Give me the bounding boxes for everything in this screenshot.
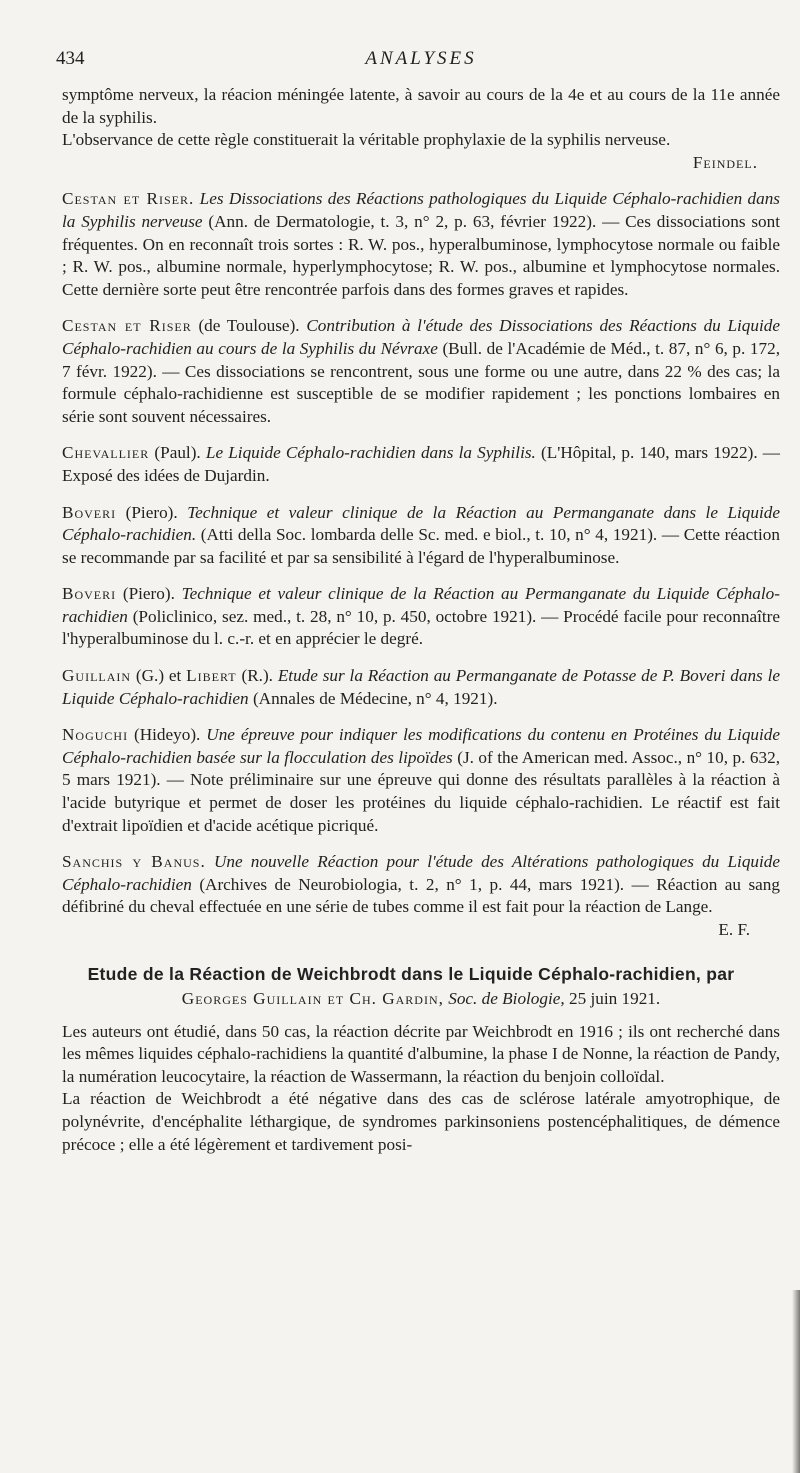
entry-body: (L'Hôpital, p. 140, mars 1922). — Exposé des idées de Dujardin. — [62, 443, 780, 485]
byline-source: Soc. de Biologie, — [448, 988, 565, 1008]
entry-body: (Archives de Neurobiologia, t. 2, n° 1, p. 44, mars 1921). — Réaction au sang défibriné du cheval effectuée en une série de tubes comme il est fait pour la réaction de Lange. — [62, 874, 780, 917]
abstract-entry — [62, 502, 780, 570]
entry-title: Une nouvelle Réaction pour l'étude des Altérations pathologiques du Liquide Céphalo-rachidien — [62, 852, 781, 894]
entry-author-note: (Paul). — [149, 443, 206, 463]
entry-authors: Chevallier — [62, 443, 150, 463]
section-paragraph-2: La réaction de Weichbrodt a été négative dans des cas de sclérose latérale amyotrophique, de polynévrite, d'encéphalite léthargique, de syndromes parkinsoniens postencéphalitiques, de démence précoce ; elle a été légèrement et tardivement posi- — [62, 1089, 780, 1154]
entry-title: Une épreuve pour indiquer les modifications du contenu en Protéines du Liquide Céphalo-rachidien basée sur la flocculation des lipoïdes — [62, 725, 780, 767]
entry-authors: Sanchis y Banus. — [62, 852, 206, 872]
section-title: Etude de la Réaction de Weichbrodt dans le Liquide Céphalo-rachidien, par — [87, 963, 735, 984]
entry-body: (J. of the American med. Assoc., n° 10, p. 632, 5 mars 1921). — Note préliminaire sur une épreuve qui donne des résultats parallèles à la réaction à l'acide butyrique et permet de doser les protéines du liquide céphalo-rachidien. Le réactif est fait d'extrait lipoïdien et d'acide acétique picriqué. — [62, 747, 780, 835]
abstract-entry — [62, 851, 780, 919]
running-title: ANALYSES — [365, 48, 477, 69]
entry-body: (Policlinico, sez. med., t. 28, n° 10, p. 450, octobre 1921). — Procédé facile pour reconnaître l'hyperalbuminose du l. c.-r. et en apprécier le degré. — [62, 606, 780, 649]
entry-author-note: (de Toulouse). — [191, 316, 307, 336]
entry-title: Les Dissociations des Réactions pathologiques du Liquide Céphalo-rachidien dans la Syphilis nerveuse — [62, 189, 780, 231]
section-paragraph-1: Les auteurs ont étudié, dans 50 cas, la réaction décrite par Weichbrodt en 1916 ; ils ont recherché dans les mêmes liquides céphalo-rachidiens la quantité d'albumine, la phase I de Nonne, la réaction de Pandy, la numération leucocytaire, la réaction de Wassermann, la réaction du benjoin colloïdal. — [62, 1021, 780, 1086]
continued-paragraph: symptôme nerveux, la réacion méningée latente, à savoir au cours de la 4e et au cours de la 11e année de la syphilis. — [62, 85, 780, 127]
entry-author-note: (Hideyo). — [128, 725, 207, 745]
entry-body: (Annales de Médecine, n° 4, 1921). — [248, 688, 498, 708]
signature-feindel: Feindel. — [692, 152, 758, 172]
page-content — [56, 48, 781, 1156]
entry-authors: Cestan et Riser — [62, 316, 192, 336]
byline-authors: Georges Guillain et Ch. Gardin, — [181, 988, 444, 1008]
entry-author-note-2: (R.). — [236, 666, 278, 686]
entry-title: Le Liquide Céphalo-rachidien dans la Syphilis. — [205, 443, 536, 463]
entry-title: Etude sur la Réaction au Permanganate de Potasse de P. Boveri dans le Liquide Céphalo-rachidien — [62, 666, 780, 708]
entry-title: Technique et valeur clinique de la Réaction au Permanganate du Liquide Céphalo-rachidien — [62, 584, 780, 626]
entry-body: (Bull. de l'Académie de Méd., t. 87, n° 6, p. 172, 7 févr. 1922). — Ces dissociations se rencontrent, sous une forme ou une autre, dans 22 % des cas; la formule céphalo-rachidienne est susceptible de se modifier rapidement ; les ponctions lombaires en série sont souvent nécessaires. — [62, 338, 781, 426]
abstract-entry — [62, 724, 780, 837]
entry-title: Contribution à l'étude des Dissociations des Réactions du Liquide Céphalo-rachidien au cours de la Syphilis du Névraxe — [62, 316, 780, 358]
entry-authors: Boveri — [62, 502, 117, 522]
entry-author-note — [206, 852, 214, 871]
entry-authors: Cestan et Riser. — [62, 189, 195, 209]
page-header — [56, 48, 780, 84]
abstract-entry — [62, 442, 780, 487]
abstract-entry — [62, 665, 780, 710]
entry-authors: Noguchi — [62, 725, 129, 745]
entry-authors: Boveri — [62, 584, 117, 604]
page-edge-shadow — [792, 1290, 800, 1473]
abstract-entry — [62, 188, 780, 301]
entry-authors-2: Libert — [186, 666, 237, 686]
entry-author-note: (Piero). — [116, 584, 182, 604]
section-byline — [62, 989, 780, 1009]
signature-ef: E. F. — [718, 920, 750, 939]
entry-authors: Guillain — [62, 666, 132, 686]
entry-title: Technique et valeur clinique de la Réaction au Permanganate dans le Liquide Céphalo-rachidien. — [62, 502, 780, 545]
continued-paragraph-2: L'observance de cette règle constituerait la véritable prophylaxie de la syphilis nerveuse. — [62, 130, 671, 150]
entry-body: (Atti della Soc. lombarda delle Sc. med. e biol., t. 10, n° 4, 1921). — Cette réaction se recommande par sa facilité et par sa sensibilité à l'égard de l'hyperalbuminose. — [62, 525, 780, 567]
entry-body: (Ann. de Dermatologie, t. 3, n° 2, p. 63, février 1922). — Ces dissociations sont fréquentes. On en reconnaît trois sortes : R. W. pos., hyperalbuminose, lymphocytose normale ou faible ; R. W. pos., albumine normale, hyperlymphocytose; R. W. pos., albumine et lymphocytose normales. Cette dernière sorte peut être rencontrée parfois dans des formes graves et rapides. — [62, 211, 780, 299]
entry-author-note: (G.) et — [131, 666, 187, 686]
page-number: 434 — [56, 48, 85, 69]
byline-date: 25 juin 1921. — [564, 988, 661, 1008]
abstract-entry — [62, 583, 780, 651]
abstract-entry — [62, 315, 780, 428]
entry-author-note: (Piero). — [116, 502, 188, 522]
